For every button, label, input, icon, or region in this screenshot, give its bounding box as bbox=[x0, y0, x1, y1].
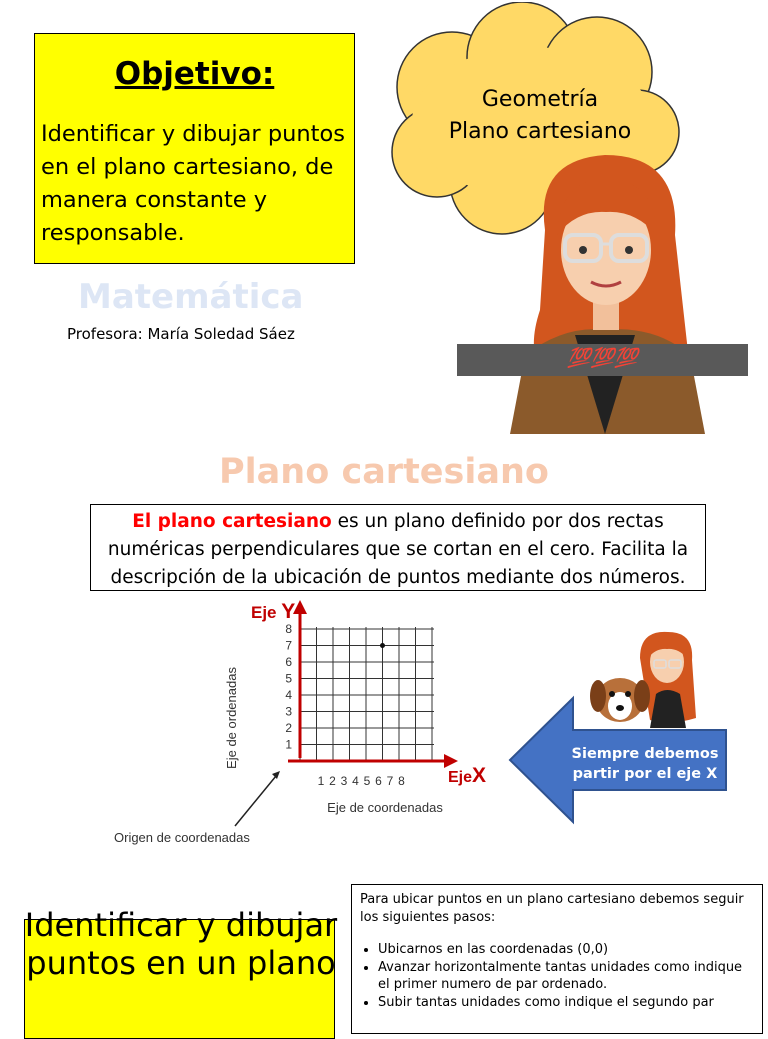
x-tick-label: 5 bbox=[363, 774, 371, 788]
y-tick-label: 6 bbox=[285, 655, 292, 669]
x-tick-label: 1 bbox=[317, 774, 325, 788]
y-tick-label: 2 bbox=[285, 721, 292, 735]
y-tick-label: 8 bbox=[285, 622, 292, 636]
x-axis-arrowhead bbox=[444, 754, 458, 768]
cloud-line-geometry: Geometría bbox=[481, 87, 599, 112]
x-axis-title: EjeX bbox=[448, 764, 487, 787]
definition-highlight: El plano cartesiano bbox=[132, 511, 332, 532]
y-tick-label: 5 bbox=[285, 671, 292, 686]
x-tick-labels bbox=[318, 774, 406, 788]
steps-box bbox=[351, 884, 763, 1034]
y-tick-label: 1 bbox=[285, 737, 292, 752]
x-tick-label: 8 bbox=[398, 774, 405, 788]
y-tick-label: 7 bbox=[285, 638, 292, 653]
subject-title: Matemática bbox=[78, 277, 304, 317]
step-item: • Subir tantas unidades como indique el segundo par bbox=[378, 994, 754, 1012]
activity-title-box bbox=[24, 906, 338, 1039]
hundred-points-icon: 💯💯💯 bbox=[567, 347, 638, 369]
teacher-with-dog-illustration bbox=[590, 628, 700, 728]
activity-title: Identificar y dibujar puntos en un plano bbox=[24, 906, 338, 982]
x-tick-label: 6 bbox=[375, 774, 382, 788]
y-tick-labels bbox=[285, 622, 292, 752]
teacher-avatar-illustration bbox=[505, 140, 710, 434]
definition-box bbox=[90, 504, 706, 591]
definition-text: es un plano definido por dos rectas numéricas perpendiculares que se cortan en el cero. Facilita la descripción de la ubicación de puntos mediante dos números. bbox=[107, 511, 689, 588]
cloud-text bbox=[420, 84, 660, 148]
plane-grid bbox=[300, 627, 434, 761]
cartesian-plane-diagram bbox=[100, 598, 500, 860]
objective-text: Identificar y dibujar puntos en el plano cartesiano, de manera constante y responsable. bbox=[41, 121, 345, 246]
origin-pointer-arrowhead bbox=[272, 771, 280, 779]
x-tick-label: 4 bbox=[352, 774, 359, 788]
section-title: Plano cartesiano bbox=[219, 452, 549, 492]
y-tick-label: 3 bbox=[285, 704, 292, 719]
plotted-point bbox=[380, 643, 385, 648]
hint-arrow-text: Siempre debemos partir por el eje X bbox=[571, 746, 719, 782]
x-axis-label: Eje de coordenadas bbox=[327, 800, 443, 815]
x-tick-label: 3 bbox=[340, 774, 348, 788]
steps-list bbox=[360, 941, 754, 1011]
teacher-name: Profesora: María Soledad Sáez bbox=[67, 325, 295, 343]
origin-label: Origen de coordenadas bbox=[114, 830, 250, 845]
y-tick-label: 4 bbox=[285, 688, 292, 702]
x-tick-label: 7 bbox=[386, 774, 394, 788]
y-axis-label: Eje de ordenadas bbox=[224, 667, 239, 769]
step-item: • Avanzar horizontalmente tantas unidades como indique el primer numero de par ordenado. bbox=[378, 959, 754, 994]
caption-bar bbox=[457, 344, 748, 376]
cloud-line-plane: Plano cartesiano bbox=[448, 119, 632, 144]
x-tick-label: 2 bbox=[329, 774, 336, 788]
objective-box bbox=[34, 33, 355, 264]
steps-intro: Para ubicar puntos en un plano cartesiano debemos seguir los siguientes pasos: bbox=[360, 892, 744, 925]
step-item: • Ubicarnos en las coordenadas (0,0) bbox=[378, 941, 754, 959]
origin-pointer-line bbox=[235, 776, 276, 826]
objective-title: Objetivo: bbox=[114, 56, 275, 92]
y-axis-title: Eje Y bbox=[251, 600, 296, 623]
